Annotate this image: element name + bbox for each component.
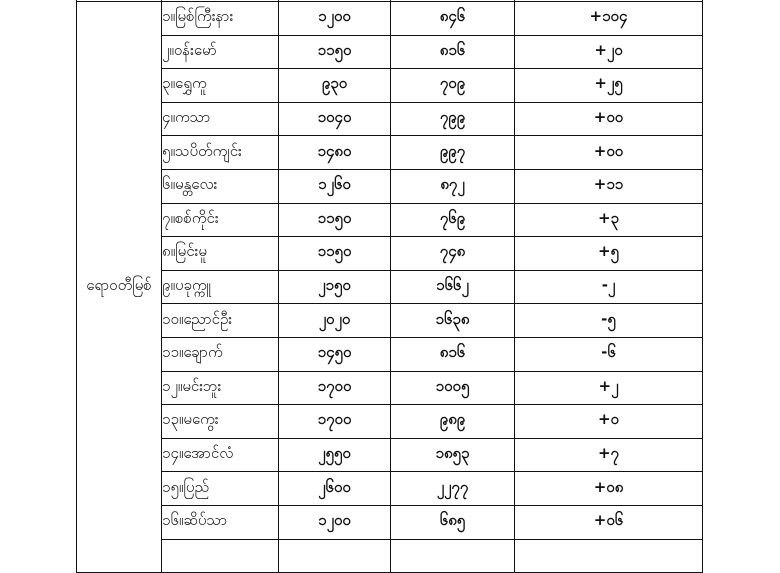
station-name-cell: ၃။ရွှေကူ: [162, 69, 279, 103]
station-name-cell: ၅။သပိတ်ကျင်း: [162, 136, 279, 170]
difference-cell: +၁၁: [515, 169, 703, 203]
difference-cell: +၃: [515, 203, 703, 237]
station-name-cell: ၁၆။ဆိပ်သာ: [162, 505, 279, 539]
value-b-cell: ၉၉၇: [391, 136, 515, 170]
value-a-cell: ၁၂၀၀: [279, 2, 391, 36]
value-a-cell: ၁၁၅၀: [279, 203, 391, 237]
station-name-cell: ၄။ကသာ: [162, 102, 279, 136]
value-b-cell: ၇၀၉: [391, 69, 515, 103]
value-a-cell: ၉၃၀: [279, 69, 391, 103]
station-name-cell: ၉။ပခုက္ကူ: [162, 270, 279, 304]
empty-cell: [162, 539, 279, 573]
table-row: [77, 405, 703, 439]
value-a-cell: ၂၁၅၀: [279, 270, 391, 304]
value-a-cell: ၁၂၆၀: [279, 169, 391, 203]
difference-cell: -၅: [515, 304, 703, 338]
table-row: [77, 102, 703, 136]
station-name-cell: ၂။ဝန်းမော်: [162, 35, 279, 69]
table-row: [77, 438, 703, 472]
value-a-cell: ၁၁၅၀: [279, 237, 391, 271]
value-b-cell: ၇၆၉: [391, 203, 515, 237]
difference-cell: +၅: [515, 237, 703, 271]
value-b-cell: ၂၂၇၇: [391, 472, 515, 506]
value-b-cell: ၈၁၆: [391, 35, 515, 69]
station-name-cell: ၇။စစ်ကိုင်း: [162, 203, 279, 237]
value-a-cell: ၁၁၅၀: [279, 35, 391, 69]
station-name-cell: ၁၅။ပြည်: [162, 472, 279, 506]
table-row: [77, 169, 703, 203]
table-row: [77, 371, 703, 405]
table-row: [77, 203, 703, 237]
table-row: [77, 136, 703, 170]
station-name-cell: ၁၄။အောင်လံ: [162, 438, 279, 472]
value-a-cell: ၁၄၅၀: [279, 337, 391, 371]
value-b-cell: ၇၉၉: [391, 102, 515, 136]
table-row: [77, 35, 703, 69]
value-a-cell: ၂၆၀၀: [279, 472, 391, 506]
value-a-cell: ၂၅၅၀: [279, 438, 391, 472]
value-b-cell: ၈၁၆: [391, 337, 515, 371]
value-b-cell: ၁၆၃၈: [391, 304, 515, 338]
value-a-cell: ၂၀၂၀: [279, 304, 391, 338]
value-b-cell: ၉၈၉: [391, 405, 515, 439]
value-b-cell: ၈၄၆: [391, 2, 515, 36]
table-row-cutoff: [77, 539, 703, 573]
value-b-cell: ၁၈၅၃: [391, 438, 515, 472]
value-b-cell: ၈၇၂: [391, 169, 515, 203]
difference-cell: +၂၅: [515, 69, 703, 103]
difference-cell: +၇: [515, 438, 703, 472]
table-row: [77, 69, 703, 103]
value-b-cell: ၁၆၆၂: [391, 270, 515, 304]
empty-cell: [515, 539, 703, 573]
station-name-cell: ၁၃။မကွေး: [162, 405, 279, 439]
station-name-cell: ၁၁။ချောက်: [162, 337, 279, 371]
table-row: [77, 505, 703, 539]
table-row: [77, 472, 703, 506]
difference-cell: +၀၈: [515, 472, 703, 506]
empty-cell: [279, 539, 391, 573]
station-name-cell: ၁။မြစ်ကြီးနား: [162, 2, 279, 36]
difference-cell: +၀: [515, 405, 703, 439]
difference-cell: +၂: [515, 371, 703, 405]
value-b-cell: ၆၈၅: [391, 505, 515, 539]
difference-cell: +၀၀: [515, 102, 703, 136]
station-name-cell: ၈။မြင်းမူ: [162, 237, 279, 271]
value-a-cell: ၁၄၈၀: [279, 136, 391, 170]
empty-cell: [391, 539, 515, 573]
table-row: [77, 237, 703, 271]
difference-cell: +၂၀: [515, 35, 703, 69]
value-b-cell: ၁၀၀၅: [391, 371, 515, 405]
value-a-cell: ၁၇၀၀: [279, 405, 391, 439]
region-cell: ရောဝတီမြစ်: [77, 2, 162, 573]
water-level-table: [76, 0, 703, 573]
difference-cell: +၁၀၄: [515, 2, 703, 36]
difference-cell: -၂: [515, 270, 703, 304]
value-a-cell: ၁၂၀၀: [279, 505, 391, 539]
station-name-cell: ၁၀။ညောင်ဦး: [162, 304, 279, 338]
value-a-cell: ၁၀၄၀: [279, 102, 391, 136]
table-body: [77, 0, 703, 573]
table-row: [77, 2, 703, 36]
difference-cell: -၆: [515, 337, 703, 371]
difference-cell: +၀၀: [515, 136, 703, 170]
table-row: [77, 337, 703, 371]
table-row: [77, 304, 703, 338]
value-a-cell: ၁၇၀၀: [279, 371, 391, 405]
station-name-cell: ၁၂။မင်းဘူး: [162, 371, 279, 405]
difference-cell: +၀၆: [515, 505, 703, 539]
table-row: [77, 270, 703, 304]
value-b-cell: ၇၄၈: [391, 237, 515, 271]
station-name-cell: ၆။မန္တလေး: [162, 169, 279, 203]
